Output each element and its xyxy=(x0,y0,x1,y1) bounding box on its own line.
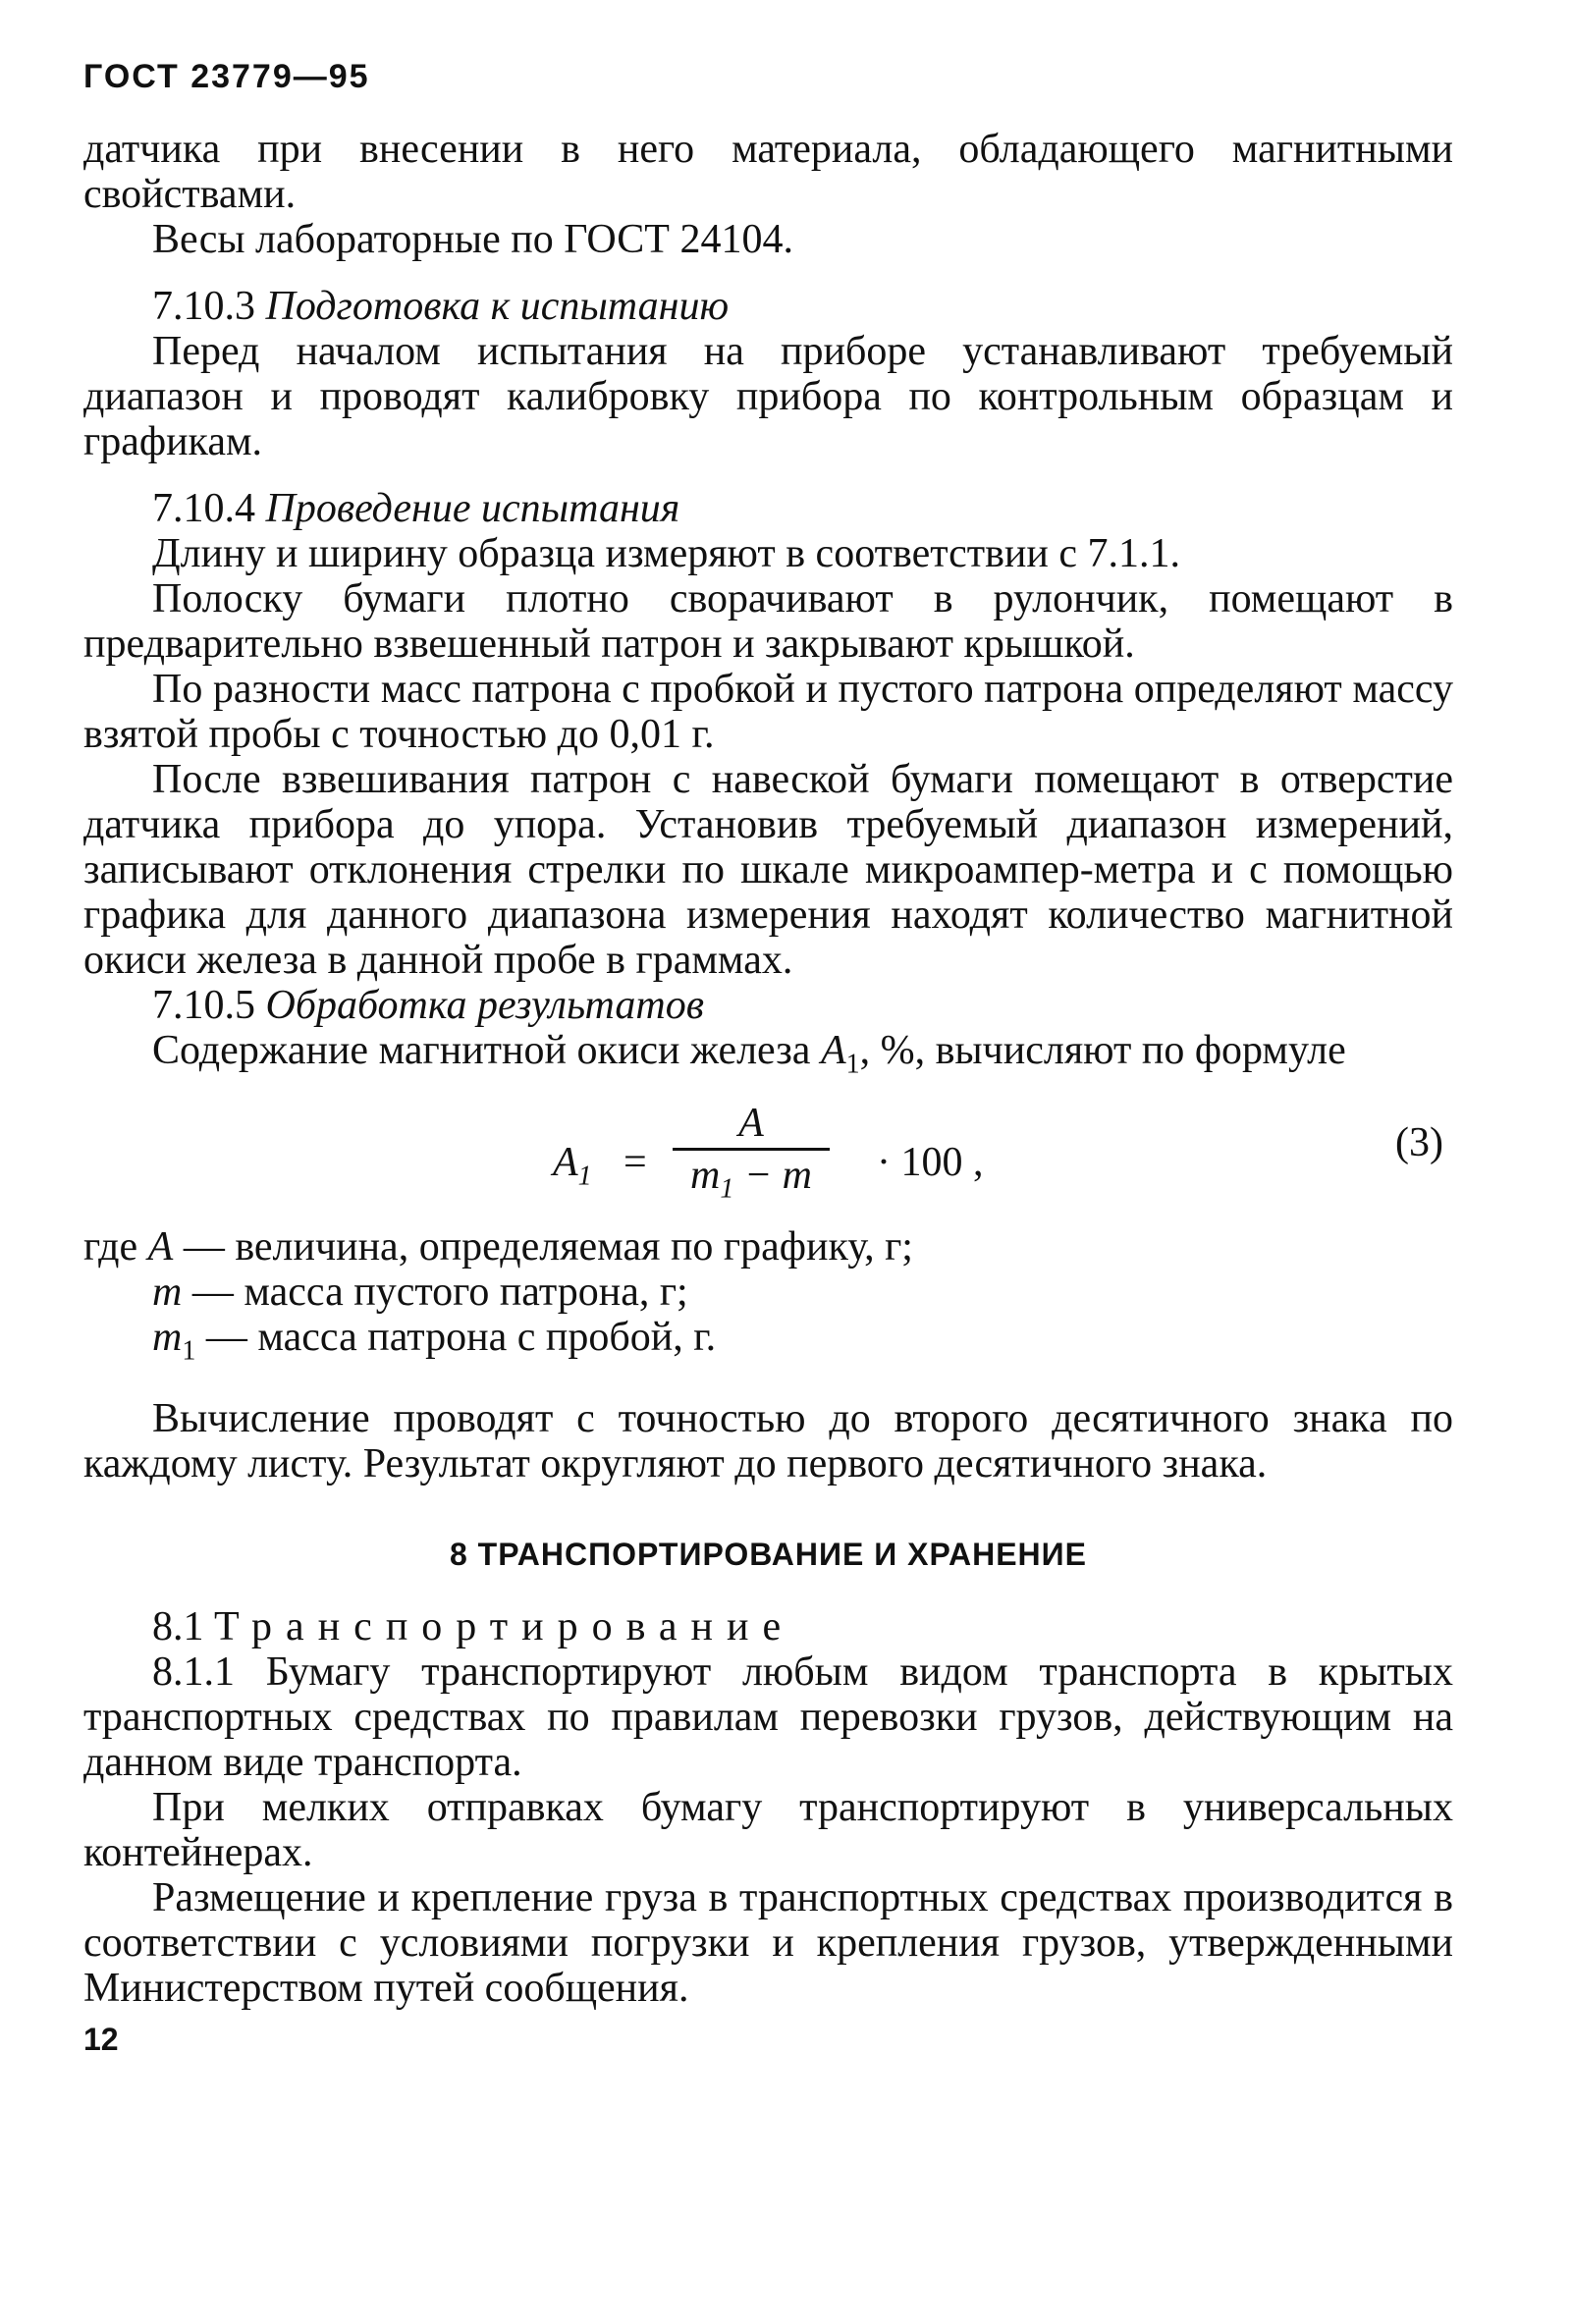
section-7-10-4-heading xyxy=(83,486,1453,531)
formula-lhs: $A_1$ xyxy=(553,1140,592,1192)
paragraph: Полоску бумаги плотно сворачивают в рулончик, помещают в предварительно взвешенный патрон и закрывают крышкой. xyxy=(83,576,1453,667)
section-number: 7.10.5 xyxy=(152,983,255,1028)
document-header: ГОСТ 23779—95 xyxy=(83,58,370,95)
paragraph: Длину и ширину образца измеряют в соответствии с 7.1.1. xyxy=(152,531,1181,576)
section-7-10-5-heading xyxy=(83,983,1453,1028)
continuation-paragraph: датчика при внесении в него материала, обладающего магнитными свойствами. xyxy=(83,127,1453,217)
variable-definition: где A — величина, определяемая по графику, г; xyxy=(83,1224,913,1270)
formula-denominator: $m_1 - m$ xyxy=(689,1153,813,1205)
formula-numerator: A xyxy=(738,1101,764,1147)
formula-intro: Содержание магнитной окиси железа $A_1$, %, вычисляют по формуле xyxy=(152,1028,1346,1080)
document-page xyxy=(83,54,1453,2062)
scales-paragraph: Весы лабораторные по ГОСТ 24104. xyxy=(152,217,793,262)
variable-definition: $m_1$ — масса патрона с пробой, г. xyxy=(152,1315,717,1367)
section-8-heading: 8 ТРАНСПОРТИРОВАНИЕ И ХРАНЕНИЕ xyxy=(449,1536,1087,1572)
section-7-10-3-text: Перед началом испытания на приборе устанавливают требуемый диапазон и проводят калибровку прибора по контрольным образцам и графикам. xyxy=(83,329,1453,464)
paragraph: При мелких отправках бумагу транспортируют в универсальных контейнерах. xyxy=(83,1784,1453,1875)
formula-fraction xyxy=(673,1101,830,1212)
paragraph: По разности масс патрона с пробкой и пустого патрона определяют массу взятой пробы с точностью до 0,01 г. xyxy=(83,667,1453,757)
section-title: Проведение испытания xyxy=(265,486,680,531)
section-number: 7.10.4 xyxy=(152,486,255,531)
section-title: Подготовка к испытанию xyxy=(265,284,730,329)
section-7-10-3-heading xyxy=(83,284,1453,329)
formula-number: (3) xyxy=(1395,1120,1443,1166)
formula-3 xyxy=(83,1101,1453,1218)
fraction-bar xyxy=(673,1148,830,1151)
paragraph: Размещение и крепление груза в транспортных средствах производится в соответствии с условиями погрузки и крепления грузов, утвержденными Министерством путей сообщения. xyxy=(83,1874,1453,2011)
paragraph: После взвешивания патрон с навеской бумаги помещают в отверстие датчика прибора до упора. Установив требуемый диапазон измерений, записывают отклонения стрелки по шкале микроампер-метра и с помощью графика для данного диапазона измерения находят количество магнитной окиси железа в данной пробе в граммах. xyxy=(83,757,1453,983)
variable-definition: m — масса пустого патрона, г; xyxy=(152,1270,688,1316)
section-title: Обработка результатов xyxy=(265,983,704,1028)
page-number: 12 xyxy=(83,2021,119,2057)
calculation-paragraph: Вычисление проводят с точностью до второго десятичного знака по каждому листу. Результат округляют до первого десятичного знака. xyxy=(83,1395,1453,1486)
formula-equals: = xyxy=(623,1140,647,1186)
section-8-1-1-text: 8.1.1 Бумагу транспортируют любым видом транспорта в крытых транспортных средствах по правилам перевозки грузов, действующим на данном виде транспорта. xyxy=(83,1648,1453,1785)
section-number: 7.10.3 xyxy=(152,284,255,329)
formula-multiplier: · 100 , xyxy=(877,1140,984,1186)
section-8-1-heading: 8.1 Транспортирование xyxy=(152,1603,795,1649)
